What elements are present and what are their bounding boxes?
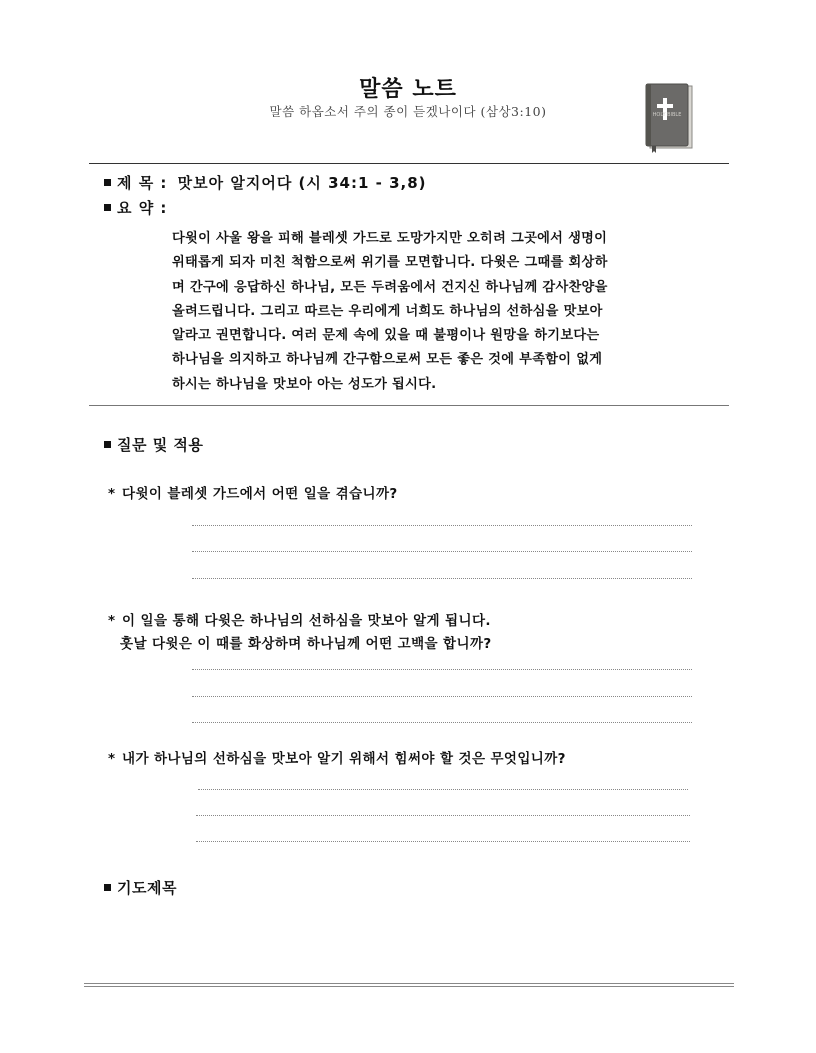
page-subtitle: 말씀 하옵소서 주의 종이 듣겠나이다 (삼상3:10)	[269, 104, 547, 119]
summary-text	[172, 227, 688, 397]
question-text: 훗날 다윗은 이 때를 화상하며 하나님께 어떤 고백을 합니까?	[120, 636, 492, 652]
answer-line[interactable]	[192, 551, 692, 552]
question-text: 다윗이 블레셋 가드에서 어떤 일을 겪습니까?	[122, 486, 398, 502]
square-bullet-icon	[104, 884, 111, 891]
bible-cover-text: HOLY BIBLE	[652, 112, 682, 118]
summary-label-row	[104, 197, 167, 218]
sermon-title-label: 제 목 :	[117, 174, 168, 192]
summary-line: 올려드립니다. 그리고 따르는 우리에게 너희도 하나님의 선하심을 맛보아	[172, 303, 603, 319]
answer-line[interactable]	[192, 578, 692, 579]
sermon-title-row	[104, 172, 427, 193]
question-text: 내가 하나님의 선하심을 맛보아 알기 위해서 힘써야 할 것은 무엇입니까?	[122, 751, 566, 767]
answer-line[interactable]	[192, 696, 692, 697]
square-bullet-icon	[104, 179, 111, 186]
sermon-title-value: 맛보아 알지어다 (시 34:1 - 3,8)	[177, 174, 427, 192]
summary-line: 위태롭게 되자 미친 척함으로써 위기를 모면합니다. 다윗은 그때를 회상하	[172, 255, 608, 271]
answer-line[interactable]	[196, 815, 690, 816]
page-title: 말씀 노트	[359, 77, 457, 102]
question-1	[108, 483, 398, 506]
answer-line[interactable]	[192, 525, 692, 526]
summary-line: 하시는 하나님을 맛보아 아는 성도가 됩시다.	[172, 376, 437, 392]
question-text: 이 일을 통해 다윗은 하나님의 선하심을 맛보아 알게 됩니다.	[122, 613, 491, 629]
header-divider	[89, 163, 729, 164]
square-bullet-icon	[104, 441, 111, 448]
square-bullet-icon	[104, 204, 111, 211]
question-3	[108, 748, 566, 771]
bible-book-icon	[640, 82, 694, 154]
summary-line: 알라고 권면합니다. 여러 문제 속에 있을 때 불평이나 원망을 하기보다는	[172, 328, 600, 344]
answer-line[interactable]	[192, 669, 692, 670]
questions-heading: 질문 및 적용	[104, 434, 203, 455]
summary-label: 요 약 :	[117, 199, 168, 217]
asterisk-bullet-icon: *	[108, 486, 116, 502]
prayer-heading: 기도제목	[104, 877, 177, 898]
question-2	[108, 610, 492, 656]
answer-line[interactable]	[198, 789, 688, 790]
asterisk-bullet-icon: *	[108, 613, 116, 629]
prayer-area[interactable]	[104, 905, 724, 975]
summary-line: 다윗이 사울 왕을 피해 블레셋 가드로 도망가지만 오히려 그곳에서 생명이	[172, 231, 608, 246]
answer-line[interactable]	[192, 722, 692, 723]
summary-line: 며 간구에 응답하신 하나님, 모든 두려움에서 건지신 하나님께 감사찬양을	[172, 279, 608, 295]
footer-divider	[84, 983, 734, 987]
asterisk-bullet-icon: *	[108, 751, 116, 767]
answer-line[interactable]	[196, 841, 690, 842]
summary-line: 하나님을 의지하고 하나님께 간구함으로써 모든 좋은 것에 부족함이 없게	[172, 352, 603, 368]
summary-divider	[89, 405, 729, 406]
